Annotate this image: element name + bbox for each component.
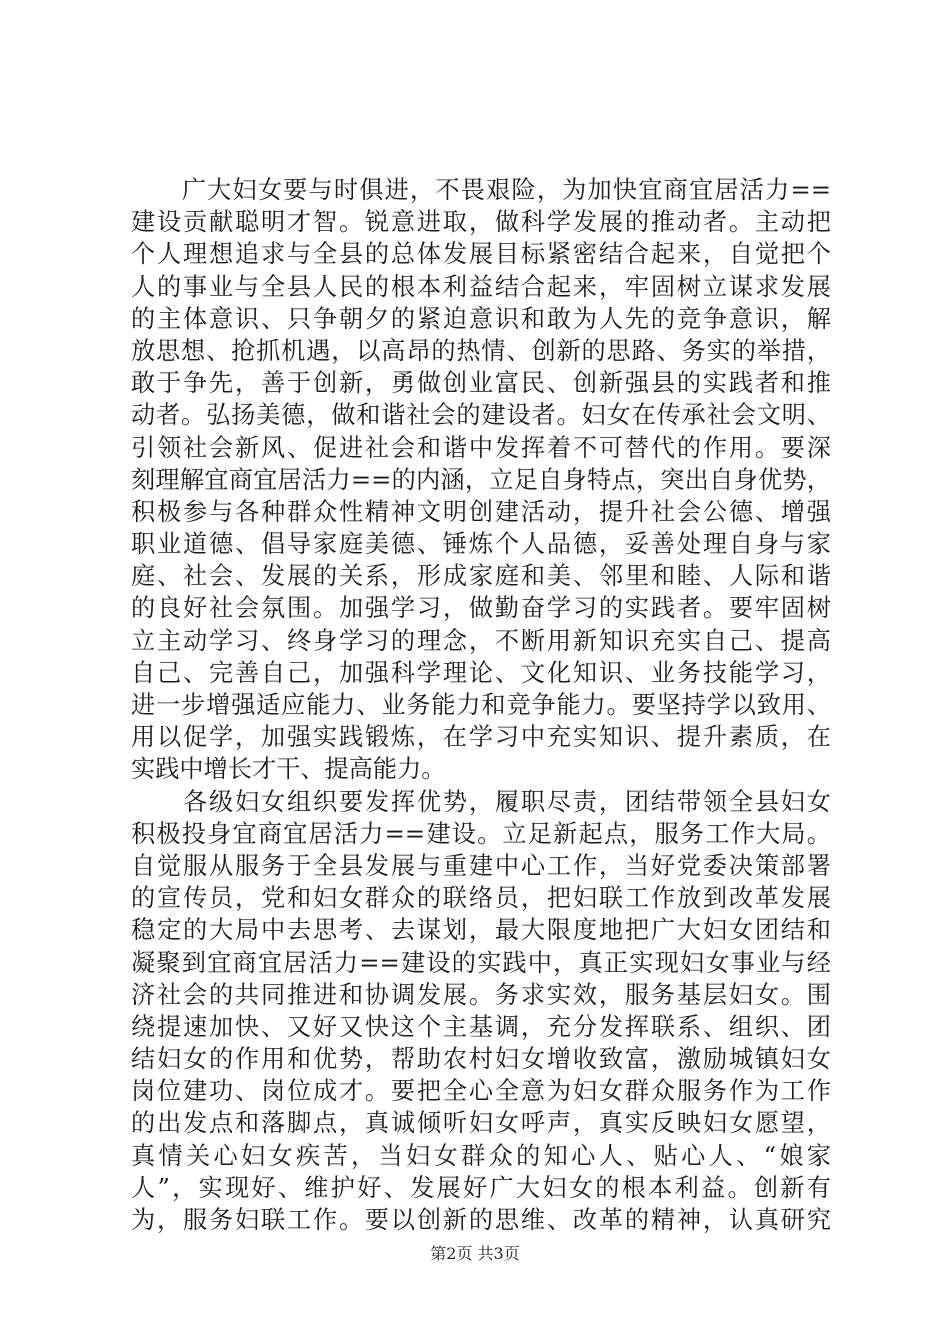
text-line: 敢于争先，善于创新，勇做创业富民、创新强县的实践者和推 xyxy=(131,369,831,398)
text-line: 人的事业与全县人民的根本利益结合起来，牢固树立谋求发展 xyxy=(131,272,831,301)
text-line: 刻理解宜商宜居活力==的内涵，立足自身特点，突出自身优势， xyxy=(131,465,831,494)
text-line: 结妇女的作用和优势，帮助农村妇女增收致富，激励城镇妇女 xyxy=(131,1045,831,1074)
text-line: 放思想、抢抓机遇，以高昂的热情、创新的思路、务实的举措， xyxy=(131,336,831,365)
text-line: 的良好社会氛围。加强学习，做勤奋学习的实践者。要牢固树 xyxy=(131,594,831,623)
text-line: 积极参与各种群众性精神文明创建活动，提升社会公德、增强 xyxy=(131,497,831,526)
text-line: 自己、完善自己，加强科学理论、文化知识、业务技能学习， xyxy=(131,658,831,687)
text-line: 稳定的大局中去思考、去谋划，最大限度地把广大妇女团结和 xyxy=(131,916,831,945)
text-line: 凝聚到宜商宜居活力==建设的实践中，真正实现妇女事业与经 xyxy=(131,948,831,977)
text-line: 自觉服从服务于全县发展与重建中心工作，当好党委决策部署 xyxy=(131,851,831,880)
text-line: 引领社会新风、促进社会和谐中发挥着不可替代的作用。要深 xyxy=(131,433,831,462)
text-line: 广大妇女要与时俱进，不畏艰险，为加快宜商宜居活力== xyxy=(131,176,831,204)
text-line: 建设贡献聪明才智。锐意进取，做科学发展的推动者。主动把 xyxy=(131,208,831,237)
text-line: 岗位建功、岗位成才。要把全心全意为妇女群众服务作为工作 xyxy=(131,1077,831,1106)
text-line: 职业道德、倡导家庭美德、锤炼个人品德，妥善处理自身与家 xyxy=(131,530,831,559)
text-line: 人”，实现好、维护好、发展好广大妇女的根本利益。创新有 xyxy=(131,1173,831,1202)
text-line: 真情关心妇女疾苦，当妇女群众的知心人、贴心人、“娘家 xyxy=(131,1141,831,1170)
text-line: 济社会的共同推进和协调发展。务求实效，服务基层妇女。围 xyxy=(131,980,831,1009)
text-line: 的宣传员，党和妇女群众的联络员，把妇联工作放到改革发展 xyxy=(131,884,831,913)
text-line: 积极投身宜商宜居活力==建设。立足新起点，服务工作大局。 xyxy=(131,819,831,848)
body-text xyxy=(131,174,831,1236)
page-footer: 第2页 共3页 xyxy=(430,1244,520,1263)
text-line: 实践中增长才干、提高能力。 xyxy=(131,755,446,784)
text-line: 的出发点和落脚点，真诚倾听妇女呼声，真实反映妇女愿望， xyxy=(131,1109,831,1138)
text-line: 的主体意识、只争朝夕的紧迫意识和敢为人先的竞争意识，解 xyxy=(131,304,831,333)
text-line: 个人理想追求与全县的总体发展目标紧密结合起来，自觉把个 xyxy=(131,240,831,269)
text-line: 用以促学，加强实践锻炼，在学习中充实知识、提升素质，在 xyxy=(131,723,831,752)
text-line: 立主动学习、终身学习的理念，不断用新知识充实自己、提高 xyxy=(131,626,831,655)
text-line: 各级妇女组织要发挥优势，履职尽责，团结带领全县妇女 xyxy=(131,787,831,816)
text-line: 为，服务妇联工作。要以创新的思维、改革的精神，认真研究 xyxy=(131,1206,831,1234)
text-line: 绕提速加快、又好又快这个主基调，充分发挥联系、组织、团 xyxy=(131,1012,831,1041)
text-line: 庭、社会、发展的关系，形成家庭和美、邻里和睦、人际和谐 xyxy=(131,562,831,591)
text-line: 进一步增强适应能力、业务能力和竞争能力。要坚持学以致用、 xyxy=(131,691,831,719)
text-line: 动者。弘扬美德，做和谐社会的建设者。妇女在传承社会文明、 xyxy=(131,401,831,430)
